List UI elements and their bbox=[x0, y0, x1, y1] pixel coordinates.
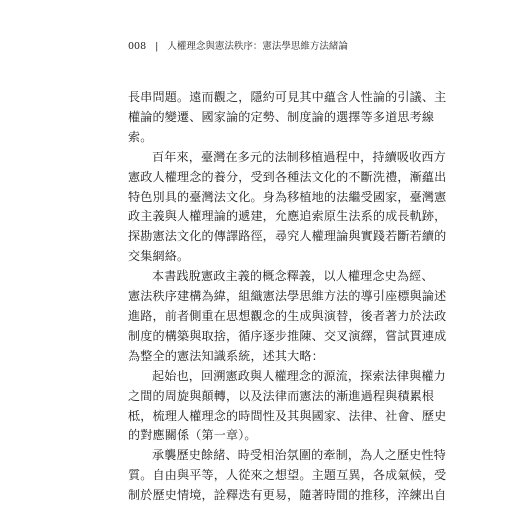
text-line: 百年來，臺灣在多元的法制移植過程中，持續吸收西方 bbox=[152, 149, 446, 164]
text-line: 長串問題。遠而觀之，隱約可見其中蘊含人性論的引議、主 bbox=[128, 90, 447, 104]
text-line: 承襲歷史餘緒、時受相治氛圍的牽制，為人之歷史性特 bbox=[152, 448, 446, 463]
text-line: 制於歷史情境，詮釋迭有更易，隨著時間的推移，淬練出自 bbox=[128, 488, 447, 503]
text-line: 本書践脫憲政主義的概念釋義，以人權理念史為經、 bbox=[152, 269, 434, 284]
text-line: 質。自由與平等，人從來之想望。主題互異，各成氣候，受 bbox=[128, 468, 447, 483]
text-line: 政主義與人權理論的遞建，允應追索原生法系的成長軌跡， bbox=[128, 209, 447, 224]
text-line: 為整全的憲法知識系統，述其大略： bbox=[128, 348, 324, 363]
text-line: 的對應關係（第一章）。 bbox=[128, 428, 257, 443]
text-line: 探勘憲法文化的傳譯路徑，尋究人權理論與實踐若斷若續的 bbox=[128, 229, 447, 244]
paragraph bbox=[128, 446, 447, 506]
text-line: 起始也，回溯憲政與人權理念的源流，探索法律與權力 bbox=[152, 368, 446, 383]
paragraph bbox=[128, 267, 447, 367]
page-number: 008 bbox=[128, 41, 147, 52]
text-line: 權論的變遷、國家論的定勢、制度論的選擇等多道思考線 bbox=[128, 109, 435, 124]
text-line: 憲法秩序建構為緯，組織憲法學思維方法的導引座標與論述 bbox=[128, 289, 447, 304]
text-line: 特色別具的臺灣法文化。身為移植地的法繼受國家，臺灣憲 bbox=[128, 189, 447, 204]
text-line: 制度的構築與取捨，循序逐步推陳、交叉演繹，嘗試貫連成 bbox=[128, 328, 447, 343]
text-line: 交集網絡。 bbox=[128, 249, 190, 264]
text-line: 索。 bbox=[128, 129, 153, 144]
text-line: 進路，前者側重在思想觀念的生成與演替，後者著力於法政 bbox=[128, 308, 447, 323]
text-line: 柢，梳理人權理念的時間性及其與國家、法律、社會、歷史 bbox=[128, 408, 447, 423]
running-header bbox=[128, 41, 348, 53]
paragraph bbox=[128, 367, 447, 447]
paragraph bbox=[128, 148, 447, 267]
header-separator: | bbox=[155, 41, 159, 52]
body-text bbox=[128, 88, 447, 506]
text-line: 憲政人權理念的養分，受到各種法文化的不斷洗禮，漸蘊出 bbox=[128, 169, 447, 184]
book-title: 人權理念與憲法秩序：憲法學思維方法緒論 bbox=[167, 41, 348, 52]
paragraph bbox=[128, 88, 447, 148]
text-line: 之間的周旋與顛轉，以及法律而憲法的漸進過程與積累根 bbox=[128, 388, 435, 403]
